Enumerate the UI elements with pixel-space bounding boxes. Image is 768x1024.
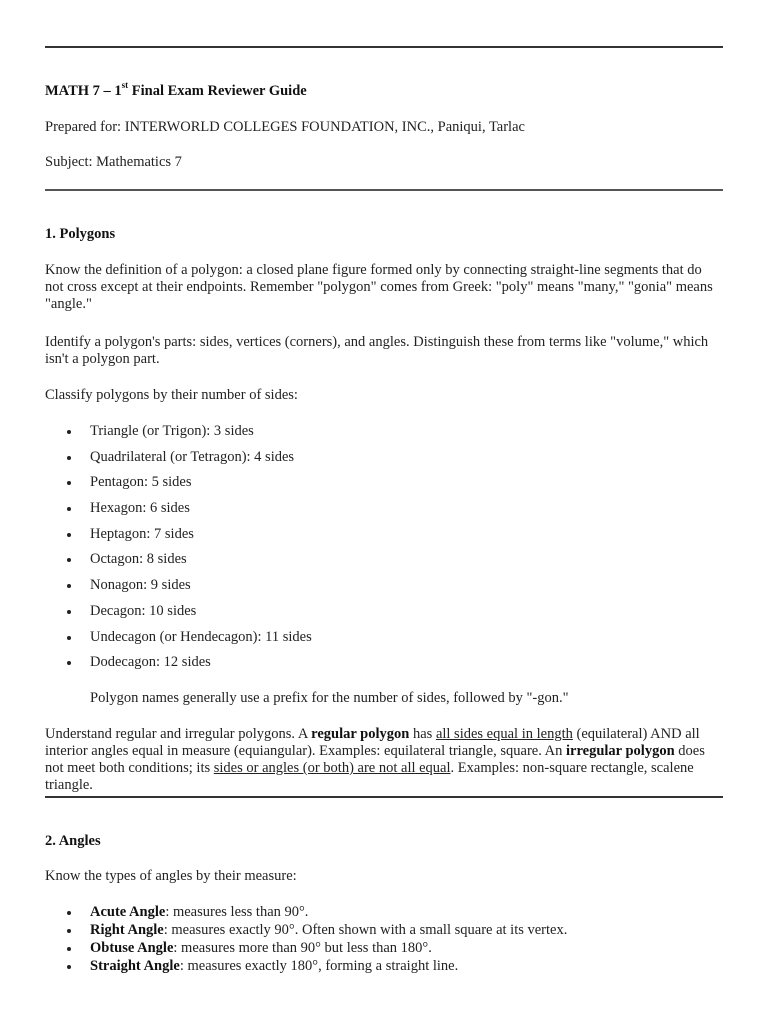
polygon-definition-paragraph: Know the definition of a polygon: a closed plane figure formed only by connecting straight-line segments that do not cross except at their endpoints. Remember "polygon" comes from Greek: "poly" means "many," "gonia" means "angle.": [45, 262, 713, 312]
list-item: Undecagon (or Hendecagon): 11 sides: [45, 629, 723, 655]
top-divider: [45, 46, 723, 48]
list-item: Straight Angle: measures exactly 180°, forming a straight line.: [45, 958, 723, 976]
title-superscript: st: [121, 80, 129, 91]
prepared-for-line: Prepared for: INTERWORLD COLLEGES FOUNDATION, INC., Paniqui, Tarlac: [45, 119, 525, 135]
polygon-naming-note: Polygon names generally use a prefix for the number of sides, followed by "-gon.": [90, 690, 569, 706]
angle-term: Acute Angle: [90, 904, 166, 920]
section-divider: [45, 796, 723, 798]
section-angles-heading: 2. Angles: [45, 833, 101, 849]
list-item: Heptagon: 7 sides: [45, 526, 723, 552]
list-item: Nonagon: 9 sides: [45, 577, 723, 603]
regular-irregular-paragraph: Understand regular and irregular polygons. A regular polygon has all sides equal in length (equilateral) AND all interior angles equal in measure (equiangular). Examples: equilateral triangle, square. An irregular polygon does not meet both conditions; its sides or angles (or both) are not all equal. Examples: non-square rectangle, scalene triangle.: [45, 726, 705, 793]
list-item: Obtuse Angle: measures more than 90° but less than 180°.: [45, 940, 723, 958]
list-item: Quadrilateral (or Tetragon): 4 sides: [45, 449, 723, 475]
list-item: Octagon: 8 sides: [45, 551, 723, 577]
term-regular-polygon: regular polygon: [311, 726, 410, 742]
list-item: Pentagon: 5 sides: [45, 474, 723, 500]
list-item: Triangle (or Trigon): 3 sides: [45, 423, 723, 449]
angle-term: Obtuse Angle: [90, 940, 174, 956]
term-irregular-polygon: irregular polygon: [566, 743, 675, 759]
angle-term: Straight Angle: [90, 958, 180, 974]
title-main: MATH 7 – 1: [45, 83, 122, 99]
list-item: Acute Angle: measures less than 90°.: [45, 904, 723, 922]
header-divider: [45, 189, 723, 191]
underlined-phrase: sides or angles (or both) are not all equal: [213, 760, 451, 776]
section-polygons-heading: 1. Polygons: [45, 226, 116, 242]
polygon-parts-paragraph: Identify a polygon's parts: sides, vertices (corners), and angles. Distinguish these from terms like "volume," which isn't a polygon part.: [45, 334, 709, 367]
angle-term: Right Angle: [90, 922, 164, 938]
angle-types-list: [45, 904, 723, 976]
subject-line: Subject: Mathematics 7: [45, 154, 182, 170]
polygon-list: [45, 423, 723, 680]
list-item: Dodecagon: 12 sides: [45, 654, 723, 680]
document-title: [45, 80, 723, 100]
classify-paragraph: Classify polygons by their number of sides:: [45, 387, 298, 403]
list-item: Decagon: 10 sides: [45, 603, 723, 629]
underlined-phrase: all sides equal in length: [435, 726, 573, 742]
title-rest: Final Exam Reviewer Guide: [128, 83, 307, 99]
angles-intro: Know the types of angles by their measure:: [45, 868, 297, 884]
list-item: Hexagon: 6 sides: [45, 500, 723, 526]
list-item: Right Angle: measures exactly 90°. Often shown with a small square at its vertex.: [45, 922, 723, 940]
